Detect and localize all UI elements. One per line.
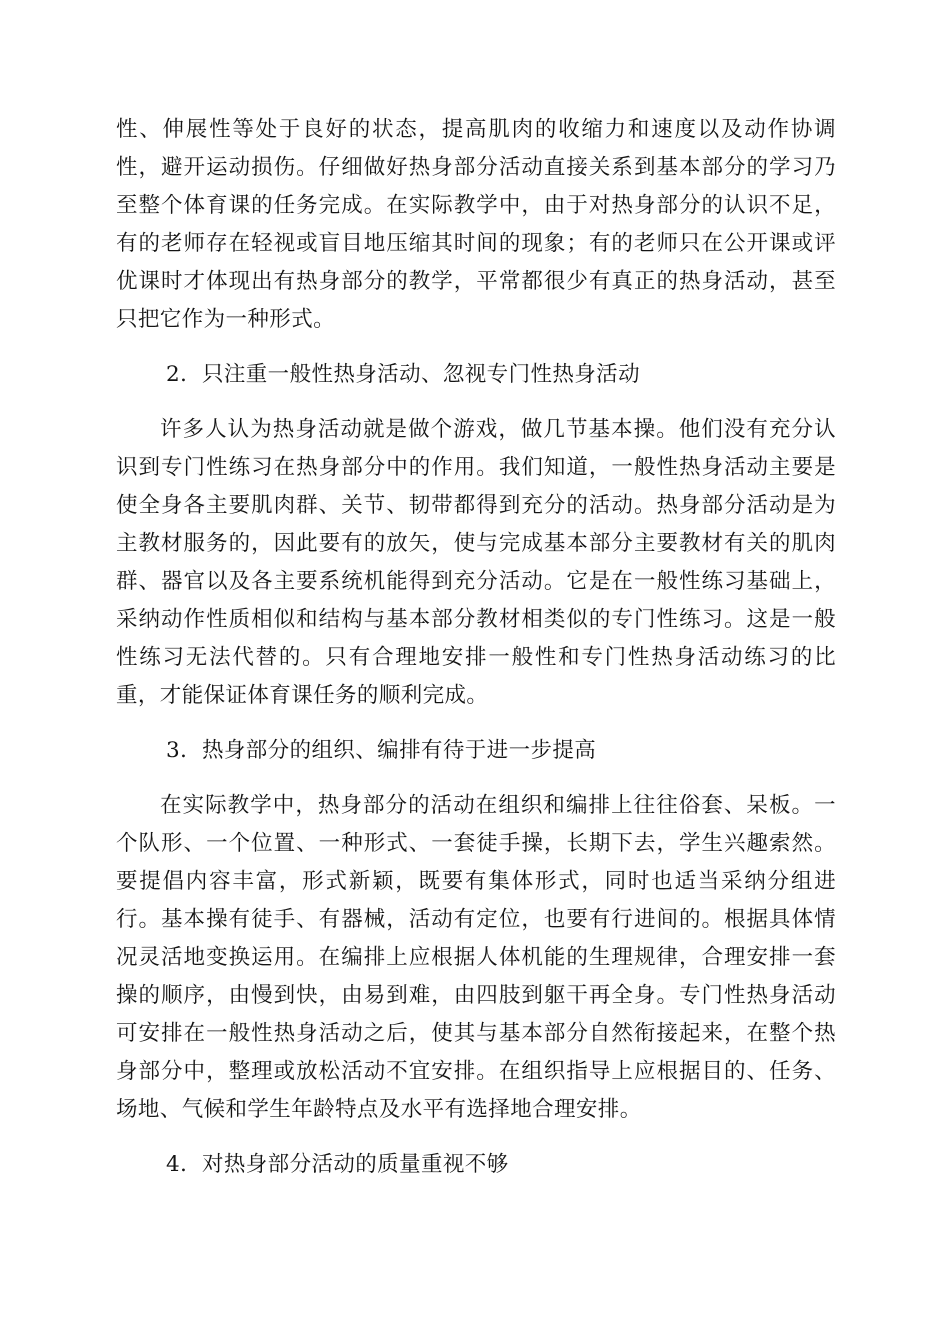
paragraph-2-line-1: 许多人认为热身活动就是做个游戏，做几节基本操。他们没有充分认 [160, 417, 836, 442]
paragraph-3-line-7: 可安排在一般性热身活动之后，使其与基本部分自然衔接起来，在整个热 [116, 1021, 836, 1046]
section-heading-4: 4．对热身部分活动的质量重视不够 [166, 1152, 509, 1177]
paragraph-1-line-1: 性、伸展性等处于良好的状态，提高肌肉的收缩力和速度以及动作协调 [116, 117, 836, 142]
paragraph-3-line-4: 行。基本操有徒手、有器械，活动有定位，也要有行进间的。根据具体情 [116, 907, 836, 932]
paragraph-1-line-3: 至整个体育课的任务完成。在实际教学中，由于对热身部分的认识不足， [116, 193, 836, 218]
section-heading-2: 2．只注重一般性热身活动、忽视专门性热身活动 [166, 362, 640, 387]
paragraph-1-line-2: 性，避开运动损伤。仔细做好热身部分活动直接关系到基本部分的学习乃 [116, 155, 836, 180]
paragraph-3-line-6: 操的顺序，由慢到快，由易到难，由四肢到躯干再全身。专门性热身活动 [116, 983, 836, 1008]
section-heading-3: 3．热身部分的组织、编排有待于进一步提高 [166, 738, 597, 763]
paragraph-2-line-4: 主教材服务的，因此要有的放矢，使与完成基本部分主要教材有关的肌肉 [116, 531, 836, 556]
paragraph-2-line-7: 性练习无法代替的。只有合理地安排一般性和专门性热身活动练习的比 [116, 645, 836, 670]
paragraph-3-line-2: 个队形、一个位置、一种形式、一套徒手操，长期下去，学生兴趣索然。 [116, 831, 836, 856]
paragraph-1-line-6: 只把它作为一种形式。 [116, 307, 336, 332]
paragraph-3-line-5: 况灵活地变换运用。在编排上应根据人体机能的生理规律，合理安排一套 [116, 945, 836, 970]
paragraph-1-line-5: 优课时才体现出有热身部分的教学，平常都很少有真正的热身活动，甚至 [116, 269, 836, 294]
paragraph-1-line-4: 有的老师存在轻视或盲目地压缩其时间的现象；有的老师只在公开课或评 [116, 231, 836, 256]
paragraph-2-line-3: 使全身各主要肌肉群、关节、韧带都得到充分的活动。热身部分活动是为 [116, 493, 836, 518]
paragraph-3-line-9: 场地、气候和学生年龄特点及水平有选择地合理安排。 [116, 1097, 642, 1122]
paragraph-2-line-2: 识到专门性练习在热身部分中的作用。我们知道，一般性热身活动主要是 [116, 455, 836, 480]
paragraph-2-line-5: 群、器官以及各主要系统机能得到充分活动。它是在一般性练习基础上， [116, 569, 836, 594]
paragraph-3-line-8: 身部分中，整理或放松活动不宜安排。在组织指导上应根据目的、任务、 [116, 1059, 836, 1084]
paragraph-3-line-3: 要提倡内容丰富，形式新颖，既要有集体形式，同时也适当采纳分组进 [116, 869, 836, 894]
paragraph-2-line-8: 重，才能保证体育课任务的顺利完成。 [116, 683, 489, 708]
paragraph-2-line-6: 采纳动作性质相似和结构与基本部分教材相类似的专门性练习。这是一般 [116, 607, 836, 632]
paragraph-3-line-1: 在实际教学中，热身部分的活动在组织和编排上往往俗套、呆板。一 [160, 793, 836, 818]
